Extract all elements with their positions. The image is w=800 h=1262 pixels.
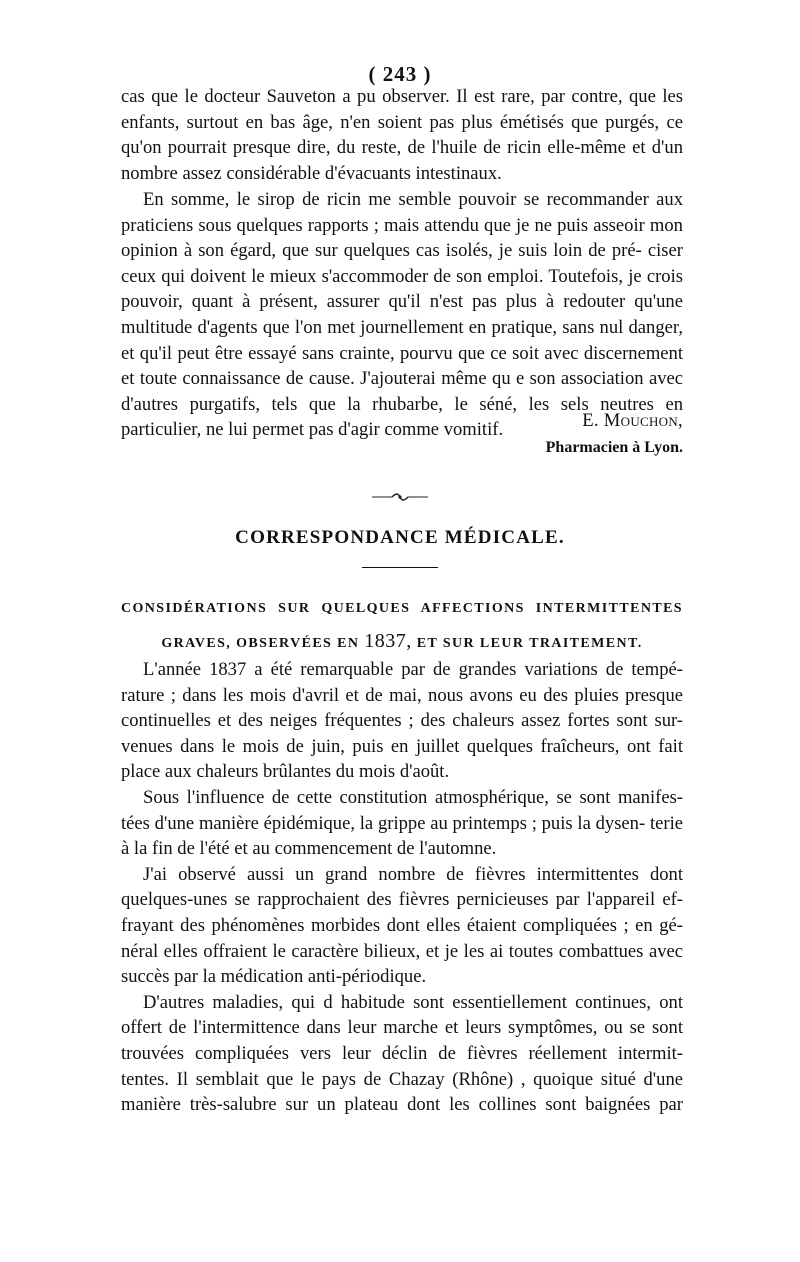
text-line: avec succès par la médication anti-périodique. <box>121 940 683 988</box>
text-line: ce qu'on pourrait presque dire, du reste, de l'huile de ricin elle-même <box>121 111 683 159</box>
article-paragraph <box>121 862 683 990</box>
text-line: venues dans le mois de juin, puis en juillet quelques fraîcheurs, ont <box>121 735 651 757</box>
author-initial: E. <box>582 410 599 431</box>
text-line: En somme, le sirop de ricin me semble pouvoir se recommander aux <box>143 189 683 210</box>
text-line: offert de l'intermittence dans leur marche et leurs symptômes, ou se sont <box>121 1017 683 1039</box>
text-line: trouvées compliquées vers leur déclin de fièvres réellement intermit- <box>121 1042 683 1064</box>
text-line: qu'une multitude d'agents que l'on met journellement en pratique, sans <box>121 291 683 338</box>
text-line: fait place aux chaleurs brûlantes du mois d'août. <box>121 735 684 783</box>
text-line: continuelles et des neiges fréquentes ; des chaleurs assez fortes sont sur- <box>121 710 683 732</box>
text-line: Sous l'influence de cette constitution atmosphérique, se sont manifes- <box>143 786 683 808</box>
article-title-segment: GRAVES, OBSERVÉES EN <box>161 636 360 651</box>
title-rule <box>362 567 438 568</box>
text-line: les enfants, surtout en bas âge, n'en soient pas plus émétisés que purgés, <box>121 86 683 133</box>
article-body <box>121 657 683 1118</box>
text-line: J'ai observé aussi un grand nombre de fièvres intermittentes dont <box>143 863 683 885</box>
text-line: rature ; dans les mois d'avril et de mai, nous avons eu des pluies presque <box>121 684 683 706</box>
article-title-line: CONSIDÉRATIONS SUR QUELQUES AFFECTIONS INTERMITTENTES <box>121 601 683 616</box>
text-line: cas que le docteur Sauveton a pu observer. Il est rare, par contre, que <box>121 86 656 107</box>
paragraph-continuation <box>121 84 683 186</box>
text-line: discernement et toute connaissance de cause. J'ajouterai même qu e son <box>121 342 683 390</box>
article-title-segment: ET SUR LEUR TRAITEMENT. <box>416 636 643 651</box>
section-title: CORRESPONDANCE MÉDICALE. <box>235 527 565 548</box>
text-line: praticiens sous quelques rapports ; mais attendu que je ne puis asseoir <box>121 214 645 236</box>
author-surname: Mouchon, <box>603 410 683 431</box>
text-line: tentes. Il semblait que le pays de Chazay (Rhône) , quoique situé d'une <box>121 1068 683 1090</box>
article-title-year: 1837, <box>364 630 412 652</box>
ornament-divider <box>370 492 430 502</box>
article-paragraph <box>121 785 683 862</box>
text-line: terie à la fin de l'été et au commencement de l'automne. <box>121 812 683 860</box>
paragraph-text <box>121 187 683 443</box>
text-line: quelques-unes se rapprochaient des fièvres pernicieuses par l'appareil ef- <box>121 889 683 911</box>
text-line: tées d'une manière épidémique, la grippe au printemps ; puis la dysen- <box>121 812 646 834</box>
text-line: manière très-salubre sur un plateau dont les collines sont baignées par <box>121 1094 683 1116</box>
paragraph-ricin-summary <box>121 187 683 443</box>
paragraph-text <box>121 84 683 186</box>
text-line: et d'un nombre assez considérable d'évacuants intestinaux. <box>121 137 683 184</box>
text-line: association avec d'autres purgatifs, tels que la rhubarbe, le séné, les <box>121 368 683 415</box>
article-title-line <box>121 625 683 660</box>
text-line: L'année 1837 a été remarquable par de grandes variations de tempé- <box>143 659 683 680</box>
article-paragraph <box>121 990 683 1118</box>
page-number: ( 243 ) <box>368 62 432 86</box>
text-line: je crois pouvoir, quant à présent, assurer qu'il n'est pas plus à redouter <box>121 265 683 313</box>
text-line: D'autres maladies, qui d habitude sont essentiellement continues, ont <box>143 991 683 1013</box>
author-role: Pharmacien à Lyon. <box>545 439 683 456</box>
article-paragraph <box>121 657 683 785</box>
article-title <box>121 593 683 660</box>
text-line: nul danger, et qu'il peut être essayé sans crainte, pourvu que ce soit avec <box>121 316 683 364</box>
text-line: ciser ceux qui doivent le mieux s'accommoder de son emploi. Toutefois, <box>121 240 683 287</box>
text-line: sels neutres en particulier, ne lui permet pas d'agir comme vomitif. <box>121 393 683 441</box>
text-line: néral elles offraient le caractère bilieux, et je les ai toutes combattues <box>121 940 644 962</box>
author-signature <box>582 410 683 432</box>
text-line: mon opinion à son égard, que sur quelques cas isolés, je suis loin de pré- <box>121 214 683 262</box>
text-line: frayant des phénomènes morbides dont elles étaient compliquées ; en gé- <box>121 914 683 936</box>
